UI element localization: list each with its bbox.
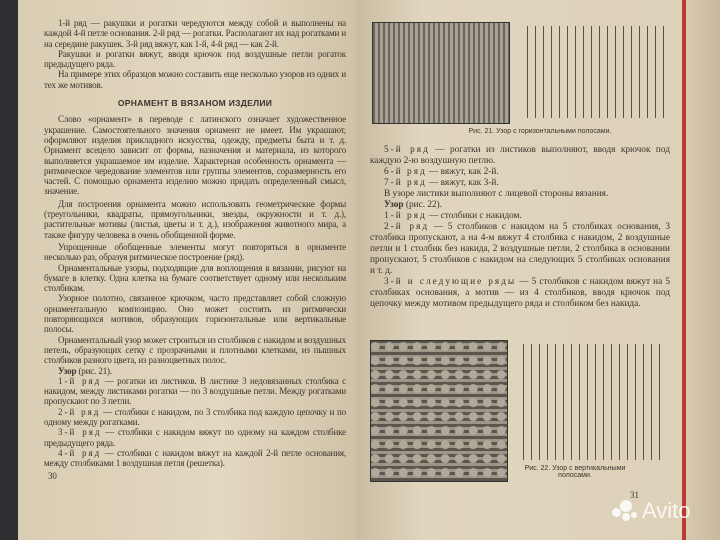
row-label: 4-й ряд bbox=[58, 447, 102, 458]
row-instruction bbox=[370, 211, 670, 222]
row-text: — рогатки из листиков выполняют, вводя крючок под каждую 2-ю воздушную петлю. bbox=[370, 145, 670, 166]
row-text: — столбики с накидом вяжут по одному на каждом столбике предыдущего ряда. bbox=[44, 427, 346, 448]
paragraph: Ракушки и рогатки вяжут, вводя крючок под воздушные петли рогаток предыдущего ряда. bbox=[44, 48, 346, 70]
row-text: — вяжут, как 3-й. bbox=[426, 178, 499, 188]
paragraph: В узоре листики выполняют с лицевой стороны вязания. bbox=[384, 189, 609, 199]
left-page-text bbox=[44, 18, 346, 482]
right-page-text bbox=[370, 145, 670, 310]
row-label: 5-й ряд bbox=[384, 145, 430, 155]
row-text: — вяжут, как 2-й. bbox=[426, 167, 499, 177]
row-label: 7-й ряд bbox=[384, 178, 427, 188]
figure-21-caption: Рис. 21. Узор с горизонтальными полосами. bbox=[468, 128, 612, 135]
avito-watermark bbox=[612, 498, 691, 524]
paragraph: Орнаментальные узоры, подходящие для воплощения в вязании, рисуют на бумаге в клетку. Одна клетка на бумаге соответствует одному или нескольким столбикам. bbox=[44, 262, 346, 294]
row-text: — рогатки из листиков. В листике 3 недовязанных столбика с накидом, между листиками рогатки — по 3 воздушные петли. Между рогатками пропускают по 3 петли. bbox=[44, 375, 346, 407]
pattern-heading bbox=[370, 200, 670, 211]
book-edge bbox=[682, 0, 720, 540]
figure-22-photo bbox=[370, 340, 508, 482]
paragraph: На примере этих образцов можно составить еще несколько узоров из одних и тех же мотивов. bbox=[44, 69, 346, 90]
row-instruction bbox=[44, 448, 346, 469]
row-instruction bbox=[370, 178, 670, 189]
pattern-heading bbox=[44, 366, 346, 376]
paragraph: Слово «орнамент» в переводе с латинского означает художественное украшение. Самостоятельного значения орнамент не имеет. Им украшают, оформляют изделия прикладного искусства, одежду, предметы быта и т. д. Орнамент всецело зависит от формы, назначения и материала, из которого выполняется украшаемое им изделие. Характерная особенность орнамента — ритмическое чередование элементов или группы элементов, соразмерность его частей. С помощью орнамента изделию можно придать определенный смысл, значение. bbox=[44, 114, 346, 197]
paragraph: Узорное полотно, связанное крючком, часто представляет собой сложную орнаментальную композицию. Оно может состоять из ритмически повторяющихся мотивов, образующих горизонтальные или вертикальные полосы. bbox=[44, 293, 346, 335]
figure-21-diagram bbox=[520, 26, 670, 118]
row-instruction bbox=[370, 167, 670, 178]
figure-21-photo bbox=[372, 22, 510, 124]
figure-22-diagram bbox=[516, 344, 666, 460]
pattern-ref: (рис. 22). bbox=[403, 200, 443, 210]
row-label: 1-й ряд bbox=[58, 375, 102, 386]
row-label: 1-й ряд bbox=[384, 211, 427, 221]
pattern-label: Узор bbox=[58, 365, 77, 376]
avito-text: Avito bbox=[642, 498, 691, 523]
page-number-left: 30 bbox=[48, 471, 57, 482]
paragraph: Орнаментальный узор может строиться из столбиков с накидом и воздушных петель, образующих сетку с прозрачными и плотными клетками, из пышных столбиков разного цвета, из разноцветных полос. bbox=[44, 334, 346, 366]
row-text: — 5 столбиков с накидом на 5 столбиках основания, 3 столбика пропускают, а на 4-м вяжут 4 столбика с накидом, 2 воздушные петли и 1 столбик без накида, 2 воздушные петли, 2 столбика в основании пропускают, 5 столбиков с накидом на следующих 5 столбиках основания и т. д. bbox=[370, 222, 671, 276]
page-number-right: 31 bbox=[630, 490, 639, 500]
row-instruction bbox=[370, 222, 670, 277]
row-label: 3-й ряд bbox=[58, 427, 102, 438]
row-instruction bbox=[44, 376, 346, 407]
pattern-label: Узор bbox=[384, 200, 404, 210]
paragraph: Для построения орнамента можно использовать геометрические формы (треугольники, квадраты, прямоугольники, звезды, окружности и т. д.), растительные мотивы (листья, цветы и т. д.), изображения животного мира, а также фигуру человека в очень обобщенной форме. bbox=[44, 198, 346, 240]
row-instruction bbox=[44, 407, 346, 428]
row-instruction bbox=[44, 427, 346, 448]
row-label: 2-й ряд bbox=[58, 406, 101, 417]
row-text: — столбики с накидом. bbox=[426, 211, 522, 221]
paragraph: Упрощенные обобщенные элементы могут повторяться в орнаменте несколько раз, образуя ритмическое построение (ряд). bbox=[44, 241, 346, 263]
row-label: 2-й ряд bbox=[384, 222, 430, 232]
pattern-ref: (рис. 21). bbox=[76, 365, 112, 376]
avito-logo-icon bbox=[612, 500, 638, 522]
row-instruction bbox=[370, 145, 670, 167]
row-text: — столбики с накидом, по 3 столбика под каждую цепочку и по одному между рогатками. bbox=[44, 406, 346, 427]
figure-22-caption: Рис. 22. Узор с вертикальными полосами. bbox=[524, 465, 626, 479]
row-label: 3-й и следующие ряды bbox=[384, 277, 517, 287]
row-text: — 5 столбиков с накидом вяжут на 5 столбиках основания, а мотив — из 4 столбиков, вводя крючок под цепочку между мотивом предыдущего ряда и столбиком без накида. bbox=[370, 277, 670, 309]
row-text: — столбики с накидом вяжут на каждой 2-й петле основания, между столбиками 1 воздушная петля (решетка). bbox=[44, 447, 346, 469]
row-instruction bbox=[370, 277, 670, 310]
row-label: 6-й ряд bbox=[384, 167, 427, 177]
section-heading: ОРНАМЕНТ В ВЯЗАНОМ ИЗДЕЛИИ bbox=[117, 98, 273, 109]
paragraph: 1-й ряд — ракушки и рогатки чередуются между собой и выполнены на каждой 4-й петле основания. 2-й ряд — рогатки. Располагают их над рогатками и на середине ракушек. 3-й ряд вяжут, как 1-й, 4-й ряд — как 2-й. bbox=[44, 18, 346, 49]
